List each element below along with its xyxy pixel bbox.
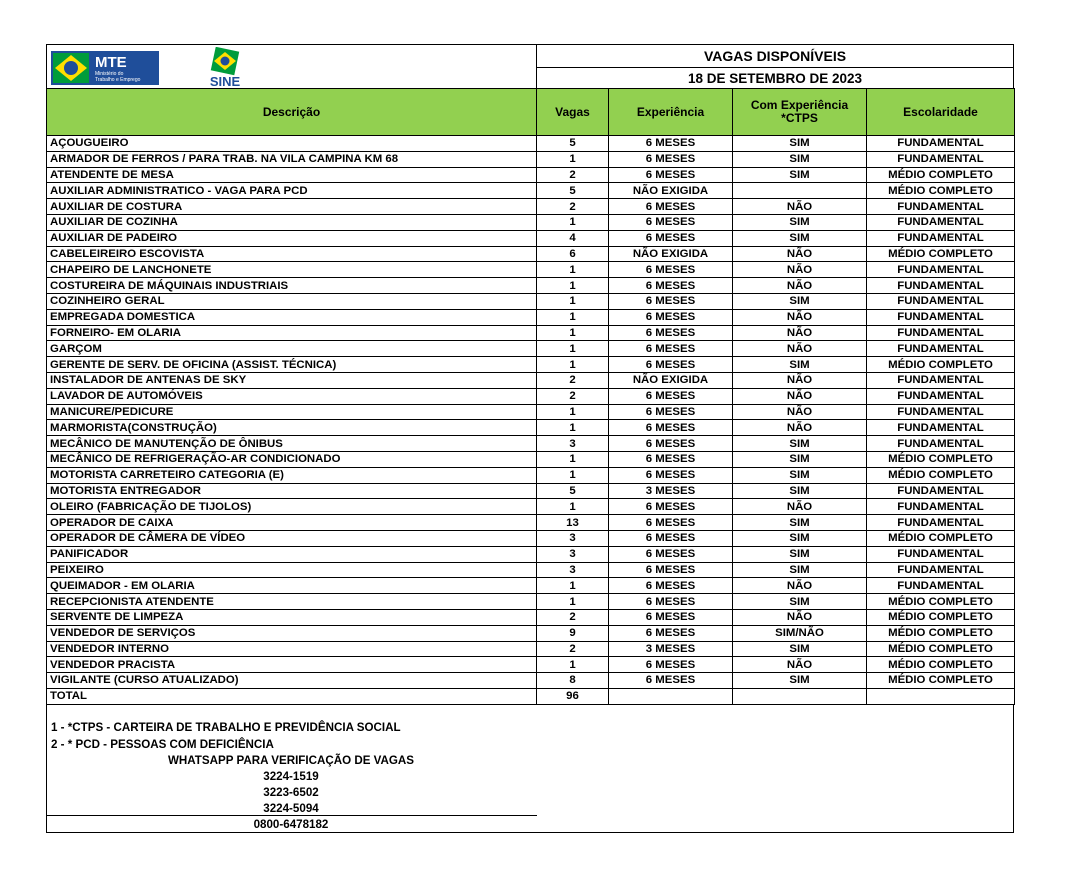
cell-escolaridade: MÉDIO COMPLETO <box>867 451 1015 467</box>
cell-ctps: SIM <box>733 467 867 483</box>
cell-descricao: LAVADOR DE AUTOMÓVEIS <box>47 388 537 404</box>
table-row <box>47 530 1015 546</box>
cell-experiencia: 6 MESES <box>609 404 733 420</box>
sheet-header <box>46 44 1014 88</box>
cell-experiencia: 6 MESES <box>609 657 733 673</box>
table-row <box>47 578 1015 594</box>
cell-descricao: OPERADOR DE CAIXA <box>47 515 537 531</box>
cell-escolaridade: FUNDAMENTAL <box>867 262 1015 278</box>
total-empty-cell <box>733 688 867 704</box>
table-row <box>47 451 1015 467</box>
cell-ctps <box>733 183 867 199</box>
col-header-ctps <box>733 89 867 136</box>
cell-descricao: MECÂNICO DE REFRIGERAÇÃO-AR CONDICIONADO <box>47 451 537 467</box>
cell-descricao: SERVENTE DE LIMPEZA <box>47 609 537 625</box>
cell-vagas: 1 <box>537 594 609 610</box>
cell-vagas: 3 <box>537 546 609 562</box>
cell-experiencia: 6 MESES <box>609 546 733 562</box>
cell-escolaridade: FUNDAMENTAL <box>867 546 1015 562</box>
cell-descricao: MOTORISTA ENTREGADOR <box>47 483 537 499</box>
table-row <box>47 357 1015 373</box>
cell-experiencia: 6 MESES <box>609 499 733 515</box>
cell-descricao: VENDEDOR PRACISTA <box>47 657 537 673</box>
table-row <box>47 136 1015 152</box>
table-row <box>47 515 1015 531</box>
footer-notes <box>46 705 1014 833</box>
cell-descricao: ATENDENTE DE MESA <box>47 167 537 183</box>
cell-vagas: 5 <box>537 183 609 199</box>
cell-escolaridade: FUNDAMENTAL <box>867 562 1015 578</box>
cell-experiencia: 6 MESES <box>609 262 733 278</box>
table-row <box>47 167 1015 183</box>
cell-ctps: SIM <box>733 546 867 562</box>
cell-ctps: SIM <box>733 515 867 531</box>
cell-ctps: NÃO <box>733 309 867 325</box>
cell-escolaridade: FUNDAMENTAL <box>867 483 1015 499</box>
cell-ctps: SIM <box>733 436 867 452</box>
cell-ctps: SIM/NÃO <box>733 625 867 641</box>
cell-vagas: 1 <box>537 357 609 373</box>
cell-experiencia: 6 MESES <box>609 388 733 404</box>
table-row <box>47 372 1015 388</box>
cell-vagas: 6 <box>537 246 609 262</box>
cell-ctps: NÃO <box>733 325 867 341</box>
cell-descricao: CABELEIREIRO ESCOVISTA <box>47 246 537 262</box>
cell-descricao: VIGILANTE (CURSO ATUALIZADO) <box>47 673 537 689</box>
page-date: 18 DE SETEMBRO DE 2023 <box>687 71 863 86</box>
cell-experiencia: 6 MESES <box>609 562 733 578</box>
cell-vagas: 1 <box>537 467 609 483</box>
table-row <box>47 483 1015 499</box>
cell-vagas: 2 <box>537 641 609 657</box>
tollfree-number: 0800-6478182 <box>253 817 329 831</box>
col-header-ctps-line2: *CTPS <box>781 111 818 125</box>
cell-vagas: 1 <box>537 293 609 309</box>
cell-vagas: 9 <box>537 625 609 641</box>
cell-vagas: 2 <box>537 388 609 404</box>
table-row <box>47 341 1015 357</box>
cell-experiencia: 6 MESES <box>609 515 733 531</box>
col-header-vagas: Vagas <box>537 89 609 136</box>
cell-descricao: PANIFICADOR <box>47 546 537 562</box>
col-header-escolaridade: Escolaridade <box>867 89 1015 136</box>
cell-experiencia: 6 MESES <box>609 578 733 594</box>
cell-vagas: 1 <box>537 262 609 278</box>
cell-descricao: COSTUREIRA DE MÁQUINAIS INDUSTRIAIS <box>47 278 537 294</box>
table-row <box>47 562 1015 578</box>
phone-number: 3224-5094 <box>263 801 319 815</box>
cell-escolaridade: MÉDIO COMPLETO <box>867 625 1015 641</box>
cell-descricao: AÇOUGUEIRO <box>47 136 537 152</box>
cell-ctps: SIM <box>733 167 867 183</box>
cell-descricao: AUXILIAR ADMINISTRATICO - VAGA PARA PCD <box>47 183 537 199</box>
cell-descricao: MARMORISTA(CONSTRUÇÃO) <box>47 420 537 436</box>
cell-vagas: 1 <box>537 420 609 436</box>
total-empty-cell <box>867 688 1015 704</box>
table-row <box>47 436 1015 452</box>
cell-ctps: NÃO <box>733 246 867 262</box>
cell-ctps: NÃO <box>733 372 867 388</box>
cell-experiencia: 6 MESES <box>609 167 733 183</box>
cell-escolaridade: MÉDIO COMPLETO <box>867 357 1015 373</box>
cell-descricao: QUEIMADOR - EM OLARIA <box>47 578 537 594</box>
cell-experiencia: 6 MESES <box>609 673 733 689</box>
cell-vagas: 5 <box>537 136 609 152</box>
cell-ctps: NÃO <box>733 388 867 404</box>
cell-vagas: 2 <box>537 609 609 625</box>
table-row <box>47 625 1015 641</box>
cell-escolaridade: FUNDAMENTAL <box>867 341 1015 357</box>
cell-experiencia: 6 MESES <box>609 325 733 341</box>
cell-vagas: 2 <box>537 372 609 388</box>
cell-escolaridade: MÉDIO COMPLETO <box>867 167 1015 183</box>
table-row <box>47 594 1015 610</box>
phone-number: 3224-1519 <box>263 769 319 783</box>
table-row <box>47 609 1015 625</box>
cell-experiencia: 6 MESES <box>609 609 733 625</box>
cell-ctps: SIM <box>733 483 867 499</box>
cell-escolaridade: FUNDAMENTAL <box>867 278 1015 294</box>
cell-escolaridade: MÉDIO COMPLETO <box>867 530 1015 546</box>
cell-descricao: OLEIRO (FABRICAÇÃO DE TIJOLOS) <box>47 499 537 515</box>
phone-number: 3223-6502 <box>263 785 319 799</box>
cell-escolaridade: FUNDAMENTAL <box>867 214 1015 230</box>
cell-vagas: 8 <box>537 673 609 689</box>
cell-vagas: 13 <box>537 515 609 531</box>
cell-descricao: PEIXEIRO <box>47 562 537 578</box>
cell-ctps: SIM <box>733 562 867 578</box>
cell-escolaridade: FUNDAMENTAL <box>867 420 1015 436</box>
cell-experiencia: 3 MESES <box>609 483 733 499</box>
table-row <box>47 325 1015 341</box>
cell-experiencia: 6 MESES <box>609 278 733 294</box>
table-row <box>47 641 1015 657</box>
cell-ctps: NÃO <box>733 609 867 625</box>
table-row <box>47 151 1015 167</box>
cell-experiencia: 6 MESES <box>609 151 733 167</box>
cell-experiencia: 6 MESES <box>609 214 733 230</box>
cell-vagas: 3 <box>537 562 609 578</box>
cell-escolaridade: MÉDIO COMPLETO <box>867 246 1015 262</box>
total-value: 96 <box>537 688 609 704</box>
cell-ctps: SIM <box>733 594 867 610</box>
cell-descricao: GARÇOM <box>47 341 537 357</box>
col-header-experiencia: Experiência <box>609 89 733 136</box>
col-header-ctps-line1: Com Experiência <box>750 98 849 112</box>
table-row <box>47 262 1015 278</box>
logo-cell <box>46 44 537 89</box>
cell-descricao: AUXILIAR DE COSTURA <box>47 199 537 215</box>
cell-descricao: RECEPCIONISTA ATENDENTE <box>47 594 537 610</box>
cell-escolaridade: FUNDAMENTAL <box>867 515 1015 531</box>
cell-experiencia: 6 MESES <box>609 625 733 641</box>
cell-experiencia: 6 MESES <box>609 451 733 467</box>
cell-descricao: INSTALADOR DE ANTENAS DE SKY <box>47 372 537 388</box>
cell-descricao: MECÂNICO DE MANUTENÇÃO DE ÔNIBUS <box>47 436 537 452</box>
cell-ctps: SIM <box>733 451 867 467</box>
cell-experiencia: 6 MESES <box>609 199 733 215</box>
title-cell <box>536 44 1014 88</box>
cell-ctps: SIM <box>733 151 867 167</box>
cell-ctps: NÃO <box>733 278 867 294</box>
cell-descricao: MOTORISTA CARRETEIRO CATEGORIA (E) <box>47 467 537 483</box>
cell-ctps: NÃO <box>733 420 867 436</box>
cell-escolaridade: FUNDAMENTAL <box>867 136 1015 152</box>
vacancies-table <box>46 88 1015 705</box>
table-row <box>47 499 1015 515</box>
cell-vagas: 3 <box>537 436 609 452</box>
cell-ctps: SIM <box>733 530 867 546</box>
cell-descricao: COZINHEIRO GERAL <box>47 293 537 309</box>
job-vacancies-sheet <box>46 44 1014 833</box>
cell-ctps: NÃO <box>733 262 867 278</box>
table-row <box>47 673 1015 689</box>
cell-vagas: 2 <box>537 167 609 183</box>
table-row <box>47 309 1015 325</box>
cell-escolaridade: MÉDIO COMPLETO <box>867 641 1015 657</box>
cell-ctps: NÃO <box>733 499 867 515</box>
cell-vagas: 1 <box>537 499 609 515</box>
mte-logo <box>51 51 159 85</box>
cell-ctps: NÃO <box>733 199 867 215</box>
cell-escolaridade: MÉDIO COMPLETO <box>867 467 1015 483</box>
table-row <box>47 183 1015 199</box>
cell-escolaridade: FUNDAMENTAL <box>867 199 1015 215</box>
cell-escolaridade: FUNDAMENTAL <box>867 388 1015 404</box>
cell-vagas: 1 <box>537 578 609 594</box>
cell-escolaridade: FUNDAMENTAL <box>867 325 1015 341</box>
cell-experiencia: 6 MESES <box>609 293 733 309</box>
cell-ctps: NÃO <box>733 404 867 420</box>
footer-divider <box>47 815 537 816</box>
cell-vagas: 1 <box>537 309 609 325</box>
cell-vagas: 3 <box>537 530 609 546</box>
cell-escolaridade: FUNDAMENTAL <box>867 436 1015 452</box>
sine-logo <box>203 47 247 89</box>
cell-experiencia: 6 MESES <box>609 436 733 452</box>
cell-descricao: OPERADOR DE CÂMERA DE VÍDEO <box>47 530 537 546</box>
cell-experiencia: NÃO EXIGIDA <box>609 372 733 388</box>
table-row <box>47 388 1015 404</box>
cell-descricao: CHAPEIRO DE LANCHONETE <box>47 262 537 278</box>
cell-escolaridade: FUNDAMENTAL <box>867 151 1015 167</box>
cell-descricao: AUXILIAR DE PADEIRO <box>47 230 537 246</box>
table-row <box>47 657 1015 673</box>
cell-escolaridade: MÉDIO COMPLETO <box>867 183 1015 199</box>
cell-escolaridade: MÉDIO COMPLETO <box>867 609 1015 625</box>
table-header-row <box>47 89 1015 136</box>
cell-descricao: FORNEIRO- EM OLARIA <box>47 325 537 341</box>
cell-vagas: 1 <box>537 451 609 467</box>
cell-escolaridade: MÉDIO COMPLETO <box>867 594 1015 610</box>
page-title: VAGAS DISPONÍVEIS <box>537 45 1013 68</box>
cell-experiencia: 3 MESES <box>609 641 733 657</box>
cell-escolaridade: FUNDAMENTAL <box>867 372 1015 388</box>
table-row <box>47 467 1015 483</box>
table-row <box>47 546 1015 562</box>
cell-escolaridade: FUNDAMENTAL <box>867 578 1015 594</box>
cell-escolaridade: FUNDAMENTAL <box>867 230 1015 246</box>
cell-vagas: 1 <box>537 341 609 357</box>
cell-descricao: VENDEDOR DE SERVIÇOS <box>47 625 537 641</box>
cell-vagas: 1 <box>537 214 609 230</box>
cell-ctps: NÃO <box>733 341 867 357</box>
col-header-descricao: Descrição <box>47 89 537 136</box>
cell-vagas: 2 <box>537 199 609 215</box>
note-ctps: 1 - *CTPS - CARTEIRA DE TRABALHO E PREVIDÊNCIA SOCIAL <box>51 720 401 734</box>
table-row <box>47 293 1015 309</box>
cell-experiencia: 6 MESES <box>609 230 733 246</box>
mte-logo-sub2: Trabalho e Emprego <box>95 77 141 83</box>
table-row <box>47 230 1015 246</box>
table-row <box>47 199 1015 215</box>
table-row <box>47 246 1015 262</box>
cell-escolaridade: MÉDIO COMPLETO <box>867 657 1015 673</box>
mte-logo-sub1: Ministério do <box>95 71 124 77</box>
mte-logo-label: MTE <box>95 54 127 71</box>
cell-escolaridade: FUNDAMENTAL <box>867 309 1015 325</box>
whatsapp-title: WHATSAPP PARA VERIFICAÇÃO DE VAGAS <box>167 753 415 767</box>
cell-ctps: SIM <box>733 214 867 230</box>
total-row <box>47 688 1015 704</box>
cell-experiencia: 6 MESES <box>609 136 733 152</box>
cell-ctps: SIM <box>733 357 867 373</box>
cell-escolaridade: MÉDIO COMPLETO <box>867 673 1015 689</box>
cell-escolaridade: FUNDAMENTAL <box>867 293 1015 309</box>
cell-descricao: MANICURE/PEDICURE <box>47 404 537 420</box>
total-label: TOTAL <box>47 688 537 704</box>
cell-ctps: SIM <box>733 293 867 309</box>
cell-descricao: GERENTE DE SERV. DE OFICINA (ASSIST. TÉCNICA) <box>47 357 537 373</box>
cell-vagas: 1 <box>537 657 609 673</box>
cell-vagas: 1 <box>537 151 609 167</box>
table-row <box>47 214 1015 230</box>
cell-escolaridade: FUNDAMENTAL <box>867 404 1015 420</box>
cell-experiencia: 6 MESES <box>609 309 733 325</box>
cell-vagas: 5 <box>537 483 609 499</box>
cell-ctps: SIM <box>733 230 867 246</box>
cell-descricao: VENDEDOR INTERNO <box>47 641 537 657</box>
cell-ctps: NÃO <box>733 578 867 594</box>
table-row <box>47 404 1015 420</box>
cell-experiencia: 6 MESES <box>609 357 733 373</box>
table-row <box>47 278 1015 294</box>
cell-vagas: 1 <box>537 404 609 420</box>
cell-descricao: ARMADOR DE FERROS / PARA TRAB. NA VILA CAMPINA KM 68 <box>47 151 537 167</box>
cell-experiencia: 6 MESES <box>609 467 733 483</box>
cell-experiencia: 6 MESES <box>609 594 733 610</box>
total-empty-cell <box>609 688 733 704</box>
cell-escolaridade: FUNDAMENTAL <box>867 499 1015 515</box>
cell-ctps: SIM <box>733 641 867 657</box>
cell-experiencia: 6 MESES <box>609 341 733 357</box>
cell-descricao: EMPREGADA DOMESTICA <box>47 309 537 325</box>
table-body <box>47 136 1015 689</box>
cell-vagas: 1 <box>537 278 609 294</box>
sine-logo-label: SINE <box>209 74 241 89</box>
cell-experiencia: NÃO EXIGIDA <box>609 183 733 199</box>
cell-experiencia: 6 MESES <box>609 530 733 546</box>
table-row <box>47 420 1015 436</box>
cell-ctps: NÃO <box>733 657 867 673</box>
cell-vagas: 4 <box>537 230 609 246</box>
cell-experiencia: 6 MESES <box>609 420 733 436</box>
cell-ctps: SIM <box>733 673 867 689</box>
cell-ctps: SIM <box>733 136 867 152</box>
note-pcd: 2 - * PCD - PESSOAS COM DEFICIÊNCIA <box>51 737 274 751</box>
cell-descricao: AUXILIAR DE COZINHA <box>47 214 537 230</box>
cell-vagas: 1 <box>537 325 609 341</box>
cell-experiencia: NÃO EXIGIDA <box>609 246 733 262</box>
